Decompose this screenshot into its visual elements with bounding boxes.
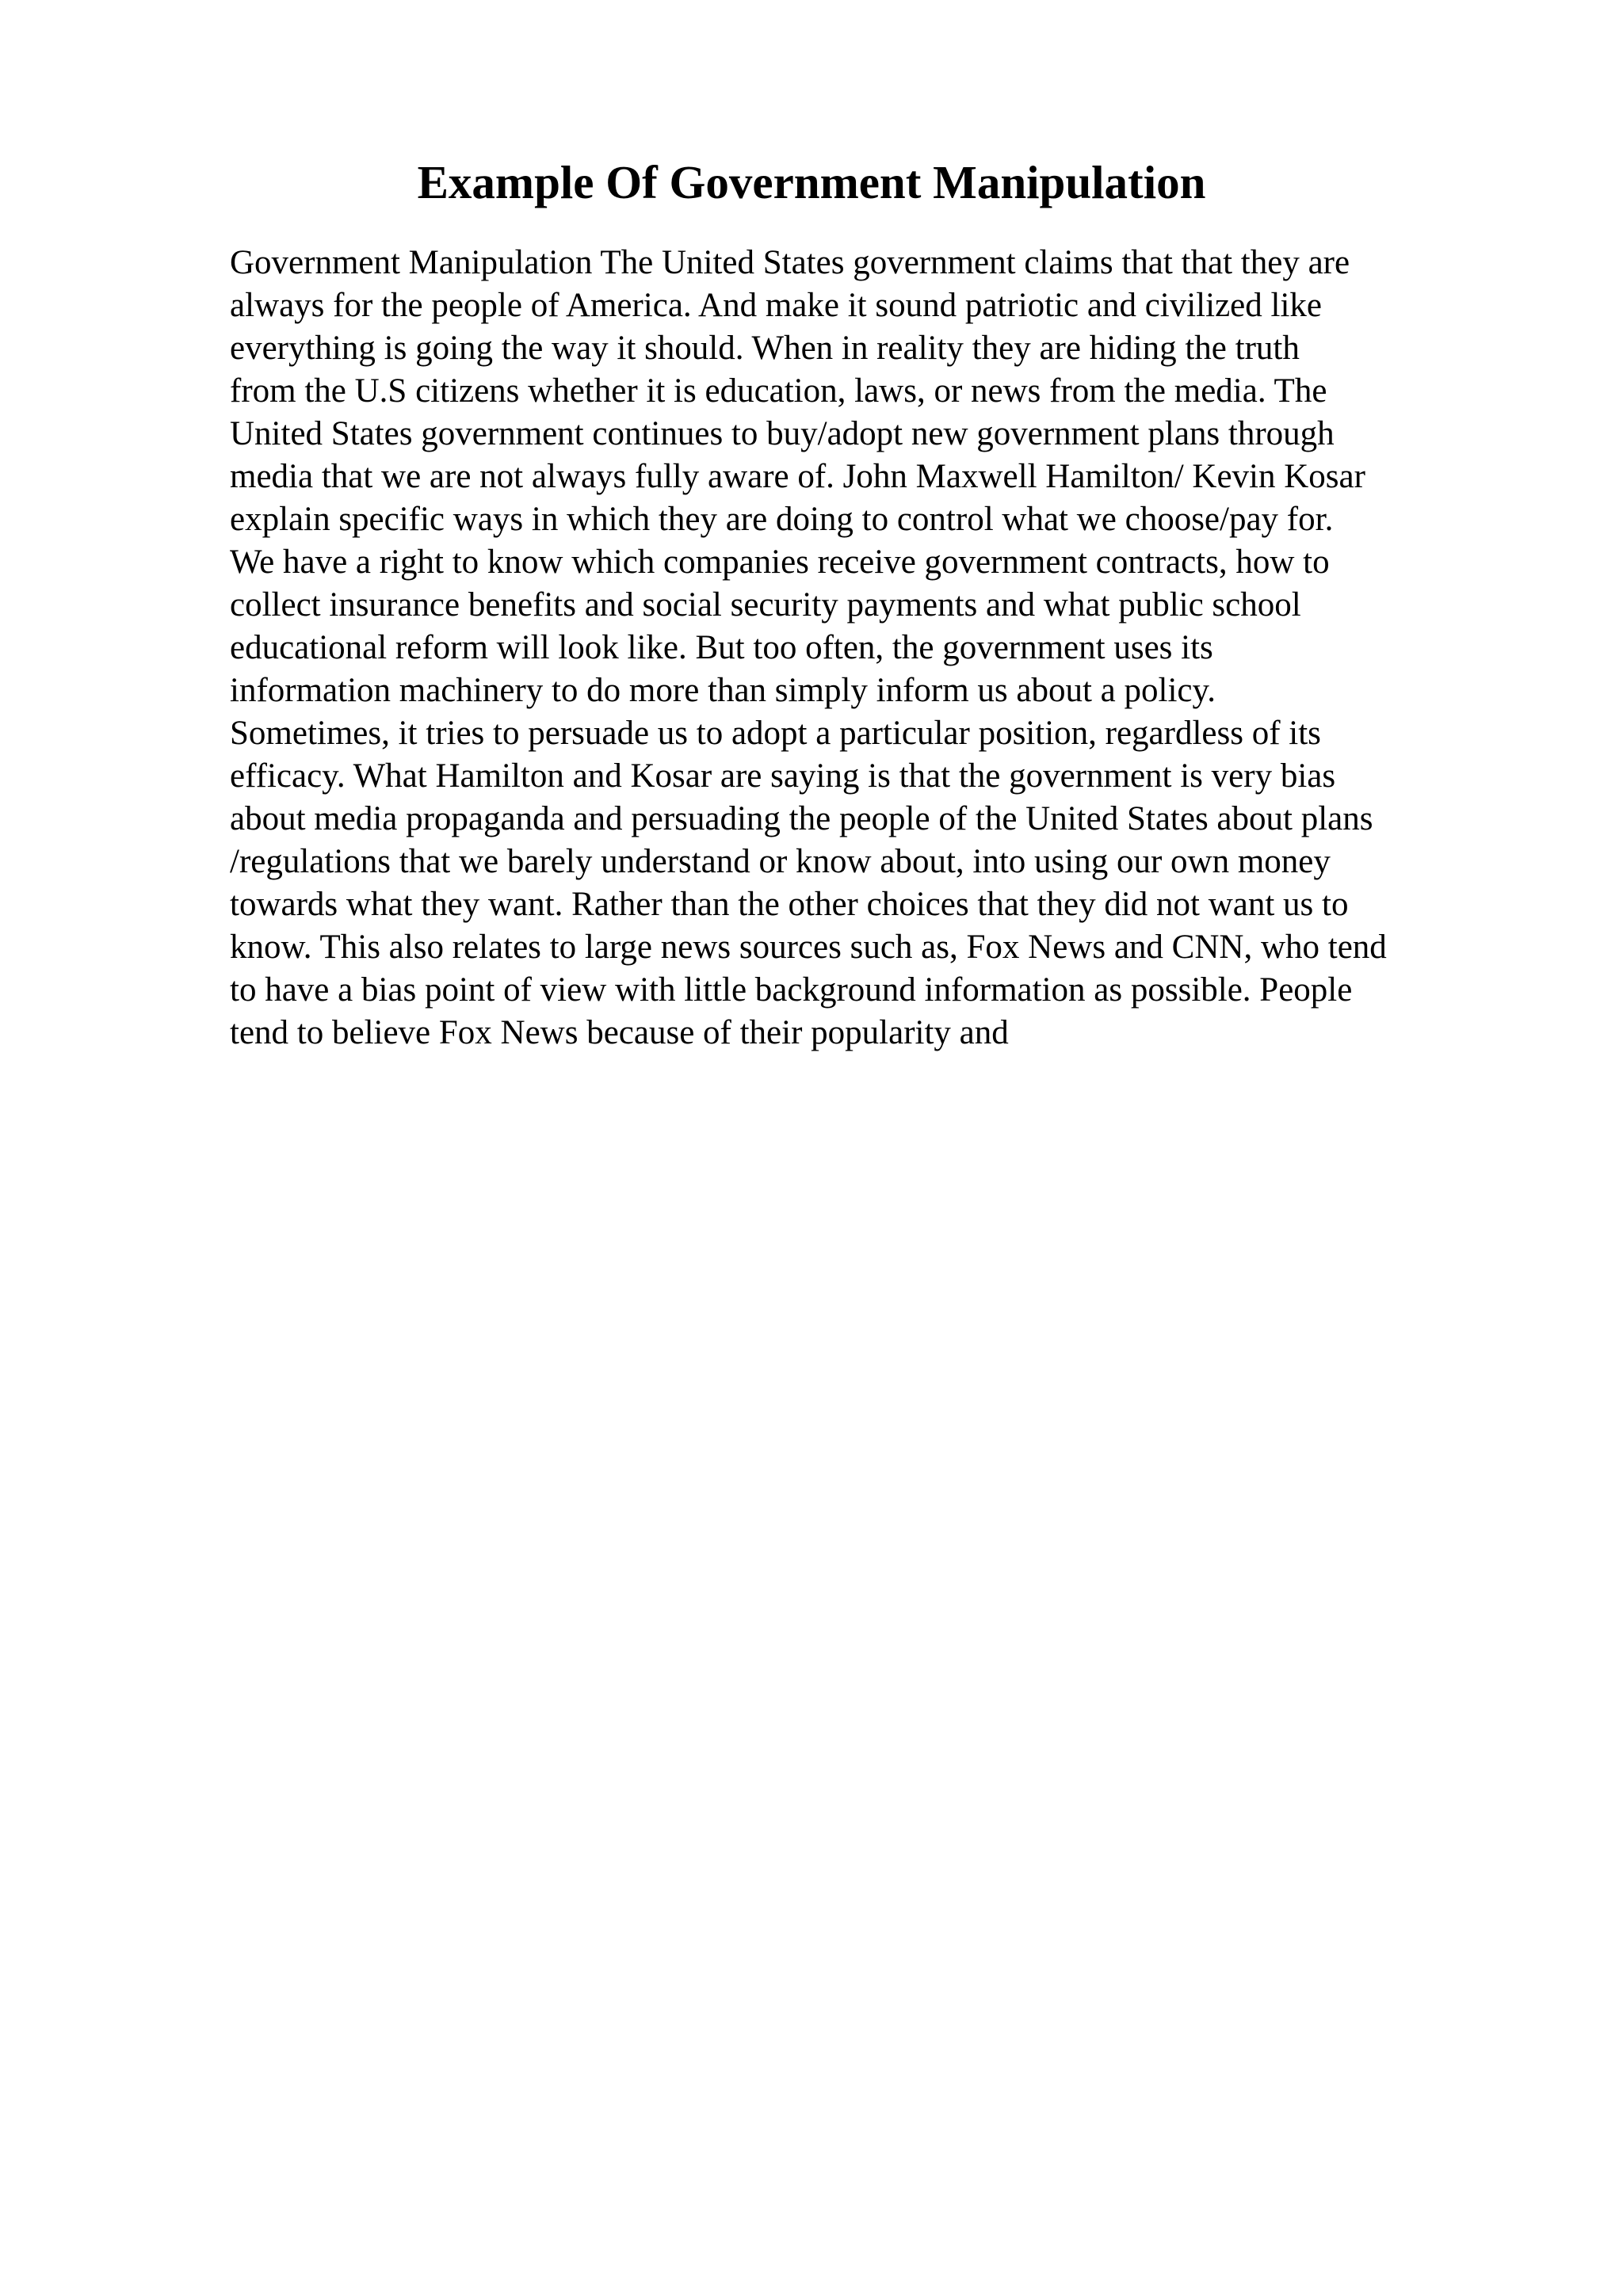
body-line: United States government continues to buy/adopt new government plans through bbox=[230, 415, 1335, 452]
body-line: Sometimes, it tries to persuade us to adopt a particular position, regardless of its bbox=[230, 715, 1321, 752]
body-line: explain specific ways in which they are doing to control what we choose/pay for. bbox=[230, 501, 1334, 538]
body-line: tend to believe Fox News because of their popularity and bbox=[230, 1014, 1009, 1051]
body-line: about media propaganda and persuading the people of the United States about plans bbox=[230, 800, 1373, 837]
body-line: We have a right to know which companies receive government contracts, how to bbox=[230, 543, 1330, 581]
body-line: towards what they want. Rather than the other choices that they did not want us to bbox=[230, 886, 1349, 923]
body-line: /regulations that we barely understand or know about, into using our own money bbox=[230, 843, 1331, 880]
body-line: collect insurance benefits and social security payments and what public school bbox=[230, 586, 1301, 624]
document-body bbox=[230, 242, 1498, 1055]
body-line: from the U.S citizens whether it is education, laws, or news from the media. The bbox=[230, 372, 1327, 410]
body-line: to have a bias point of view with little background information as possible. People bbox=[230, 971, 1353, 1009]
body-line: know. This also relates to large news sources such as, Fox News and CNN, who tend bbox=[230, 929, 1387, 966]
body-line: media that we are not always fully aware of. John Maxwell Hamilton/ Kevin Kosar bbox=[230, 458, 1365, 495]
body-line: always for the people of America. And make it sound patriotic and civilized like bbox=[230, 287, 1322, 324]
body-line: efficacy. What Hamilton and Kosar are saying is that the government is very bias bbox=[230, 757, 1336, 795]
body-line: information machinery to do more than simply inform us about a policy. bbox=[230, 672, 1216, 709]
document-title: Example Of Government Manipulation bbox=[417, 156, 1206, 208]
body-line: educational reform will look like. But too often, the government uses its bbox=[230, 629, 1213, 666]
body-line: Government Manipulation The United States government claims that that they are bbox=[230, 244, 1350, 281]
body-line: everything is going the way it should. When in reality they are hiding the truth bbox=[230, 330, 1300, 367]
